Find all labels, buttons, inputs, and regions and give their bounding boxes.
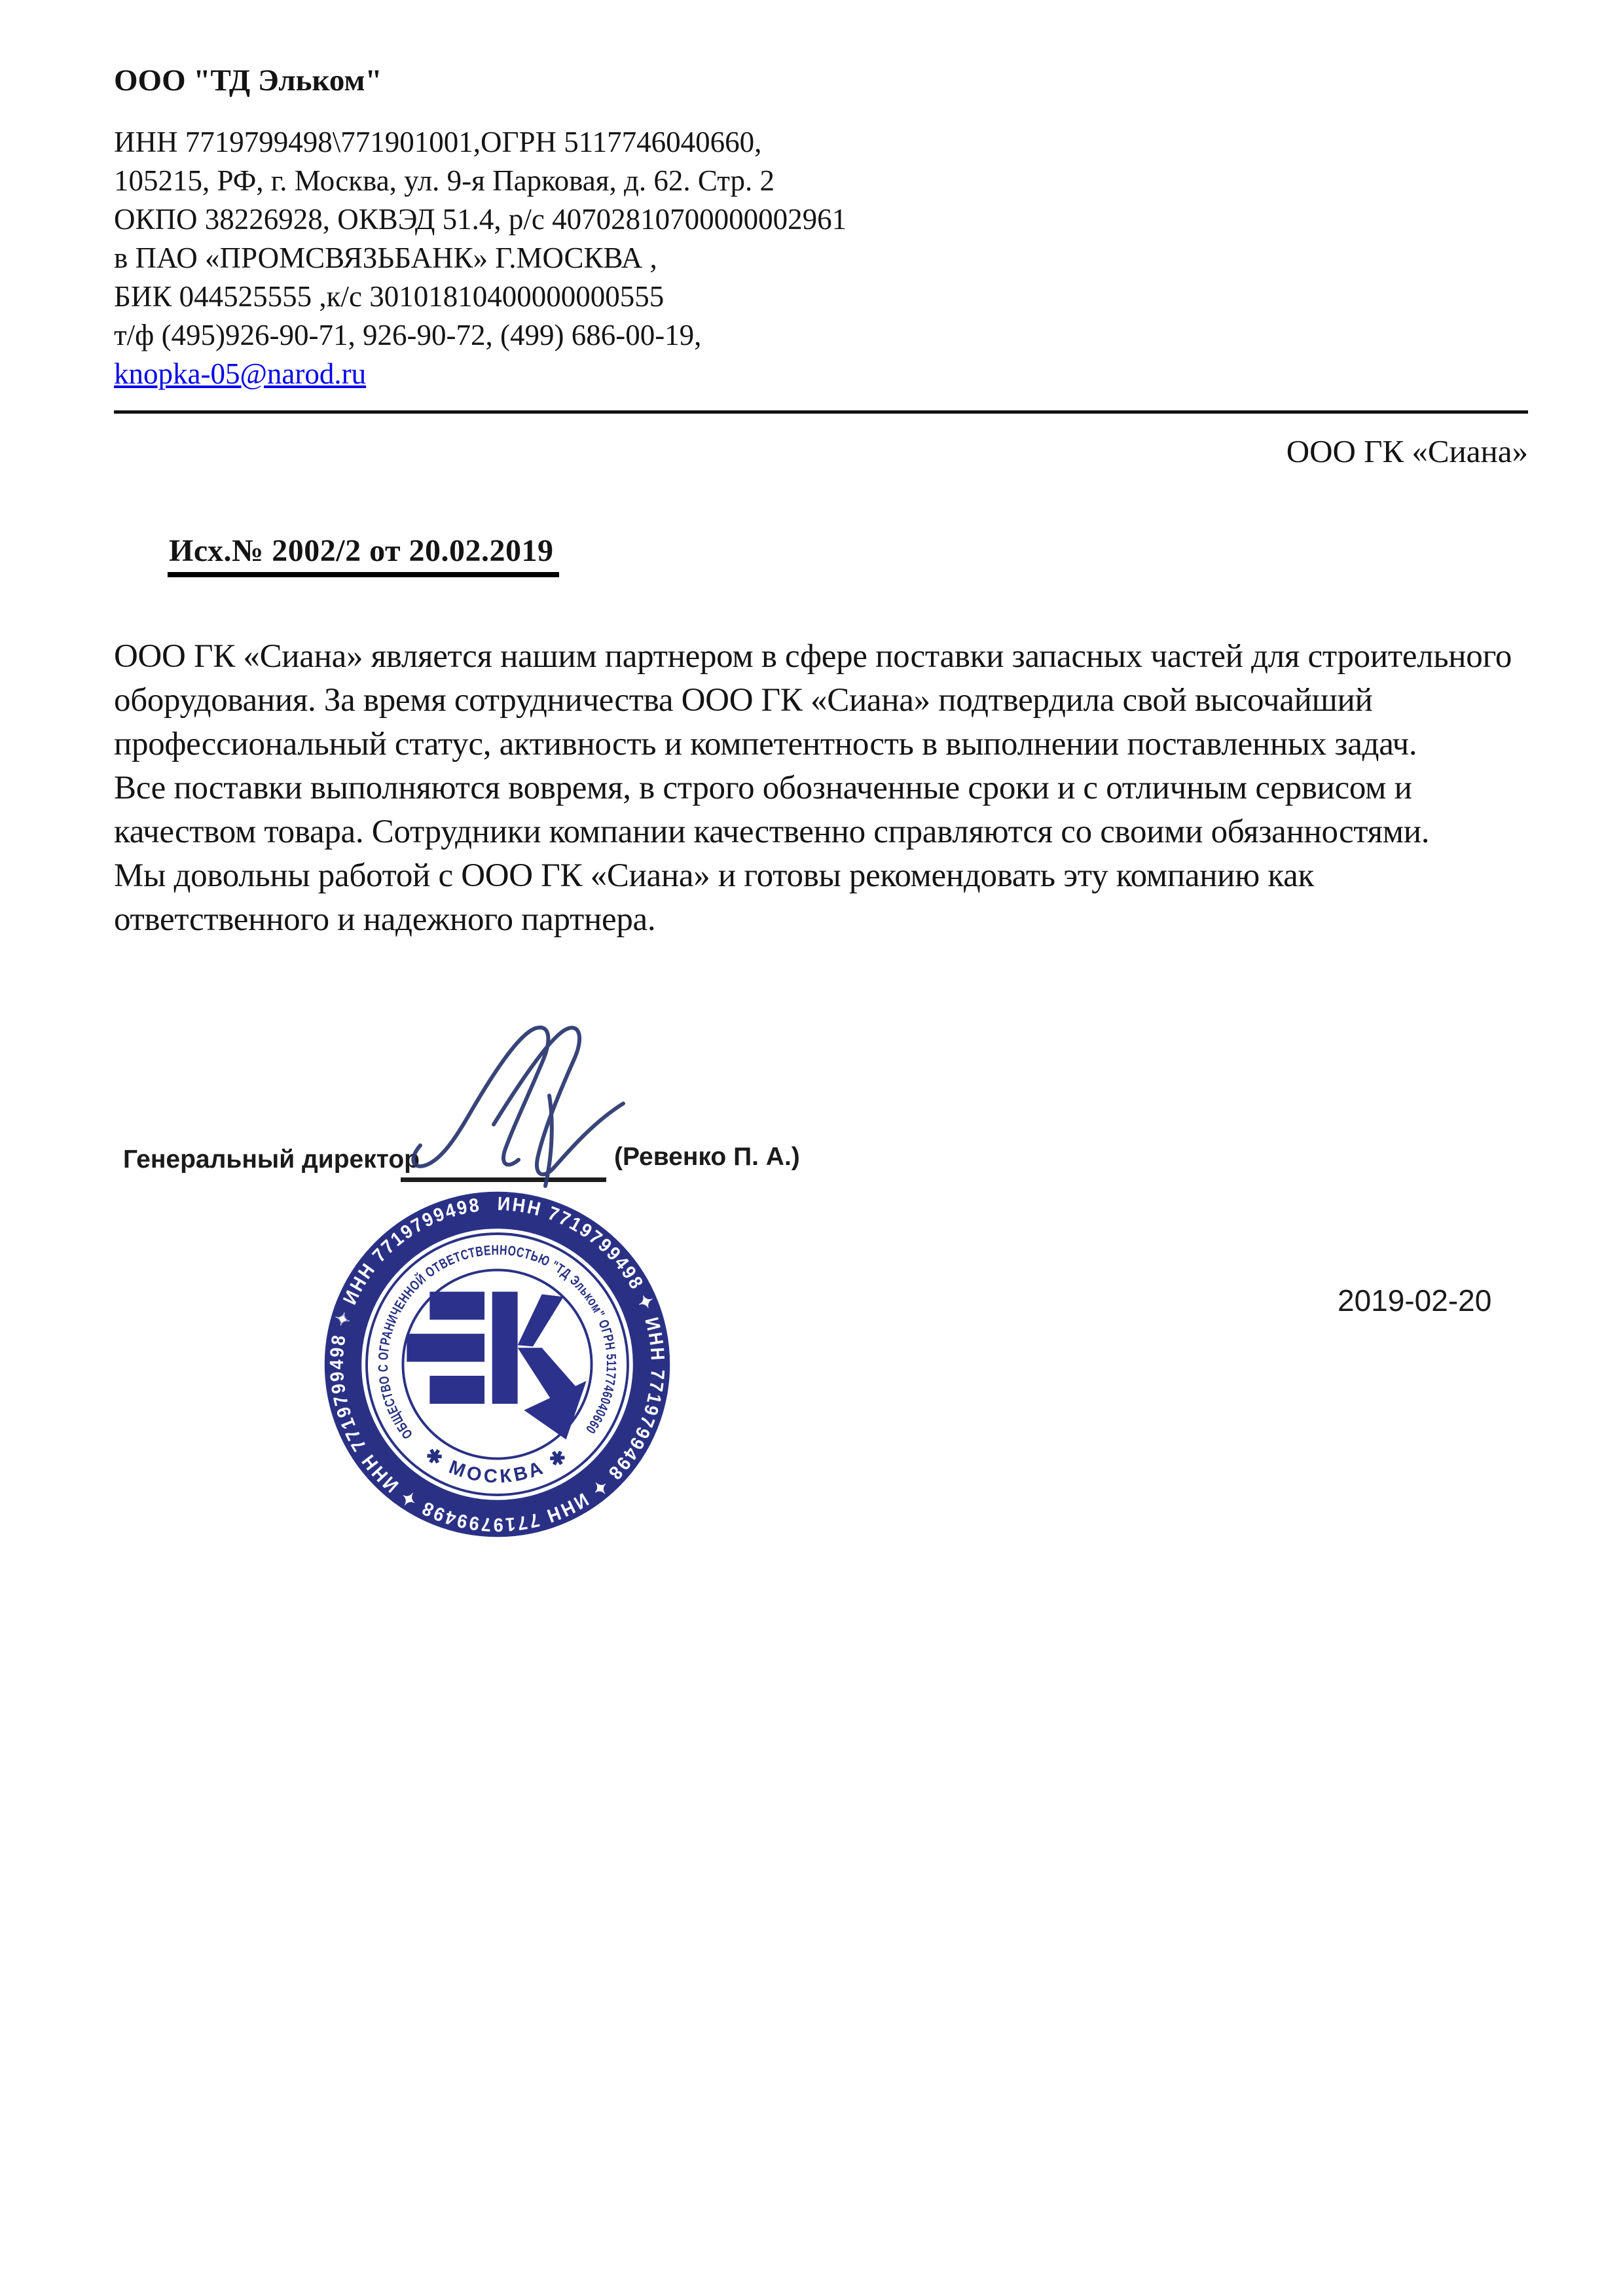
- outgoing-reference: Исх.№ 2002/2 от 20.02.2019: [168, 533, 559, 577]
- stamp-bottom-text: ✱ МОСКВА ✱: [421, 1444, 574, 1488]
- recipient: ООО ГК «Сиана»: [1286, 433, 1528, 469]
- paragraph-1: ООО ГК «Сиана» является нашим партнером в сфере поставки запасных частей для строительного оборудования. За время сотрудничества ООО ГК «Сиана» подтвердила свой высочайший профессиональный статус, активность и компетентность в выполнении поставленных задач.: [114, 638, 1512, 762]
- letterhead-line-phones: т/ф (495)926-90-71, 926-90-72, (499) 686-00-19,: [114, 319, 702, 351]
- letterhead-line-bank: в ПАО «ПРОМСВЯЗЬБАНК» Г.МОСКВА ,: [114, 242, 657, 274]
- date-stamp: 2019-02-20: [1338, 1283, 1492, 1318]
- letterhead-line-inn: ИНН 7719799498\771901001,ОГРН 5117746040660,: [114, 126, 762, 158]
- letterhead-email-line: [114, 355, 1528, 393]
- signature-name: (Ревенко П. А.): [614, 1143, 800, 1171]
- paragraph-3: Мы довольны работой с ООО ГК «Сиана» и готовы рекомендовать эту компанию как ответственного и надежного партнера.: [114, 857, 1314, 938]
- stamp-ring-text: ОБЩЕСТВО С ОГРАНИЧЕННОЙ ОТВЕТСТВЕННОСТЬЮ "ТД Эльком" ОГРН 5117746040660: [375, 1242, 619, 1442]
- letterhead-line-bik: БИК 044525555 ,к/с 30101810400000000555: [114, 280, 665, 313]
- company-stamp: [319, 1186, 676, 1543]
- paragraph-2: Все поставки выполняются вовремя, в строго обозначенные сроки и с отличным сервисом и качеством товара. Сотрудники компании качественно справляются со своими обязанностями.: [114, 770, 1430, 850]
- svg-text:✱ МОСКВА ✱: [422, 1444, 574, 1487]
- stamp-outer-text: ИНН 7719799498 ✦ ИНН 7719799498 ✦ ИНН 7719799498 ✦ ИНН 7719799498 ✦ ИНН 7719799498: [326, 1193, 668, 1535]
- letter-content: [114, 63, 1528, 942]
- subject-row: [114, 533, 1528, 577]
- email-link[interactable]: knopka-05@narod.ru: [114, 357, 367, 390]
- letterhead-line-okpo: ОКПО 38226928, ОКВЭД 51.4, р/с 40702810700000002961: [114, 203, 847, 236]
- letter-body: [114, 635, 1528, 942]
- signature-title: Генеральный директор: [123, 1145, 420, 1174]
- stamp-ek-logo: [407, 1292, 586, 1440]
- divider-line: [114, 410, 1528, 414]
- handwritten-signature: [390, 1018, 632, 1189]
- letterhead-line-address: 105215, РФ, г. Москва, ул. 9-я Парковая, д. 62. Стр. 2: [114, 164, 775, 197]
- company-title: ООО "ТД Эльком": [114, 63, 382, 98]
